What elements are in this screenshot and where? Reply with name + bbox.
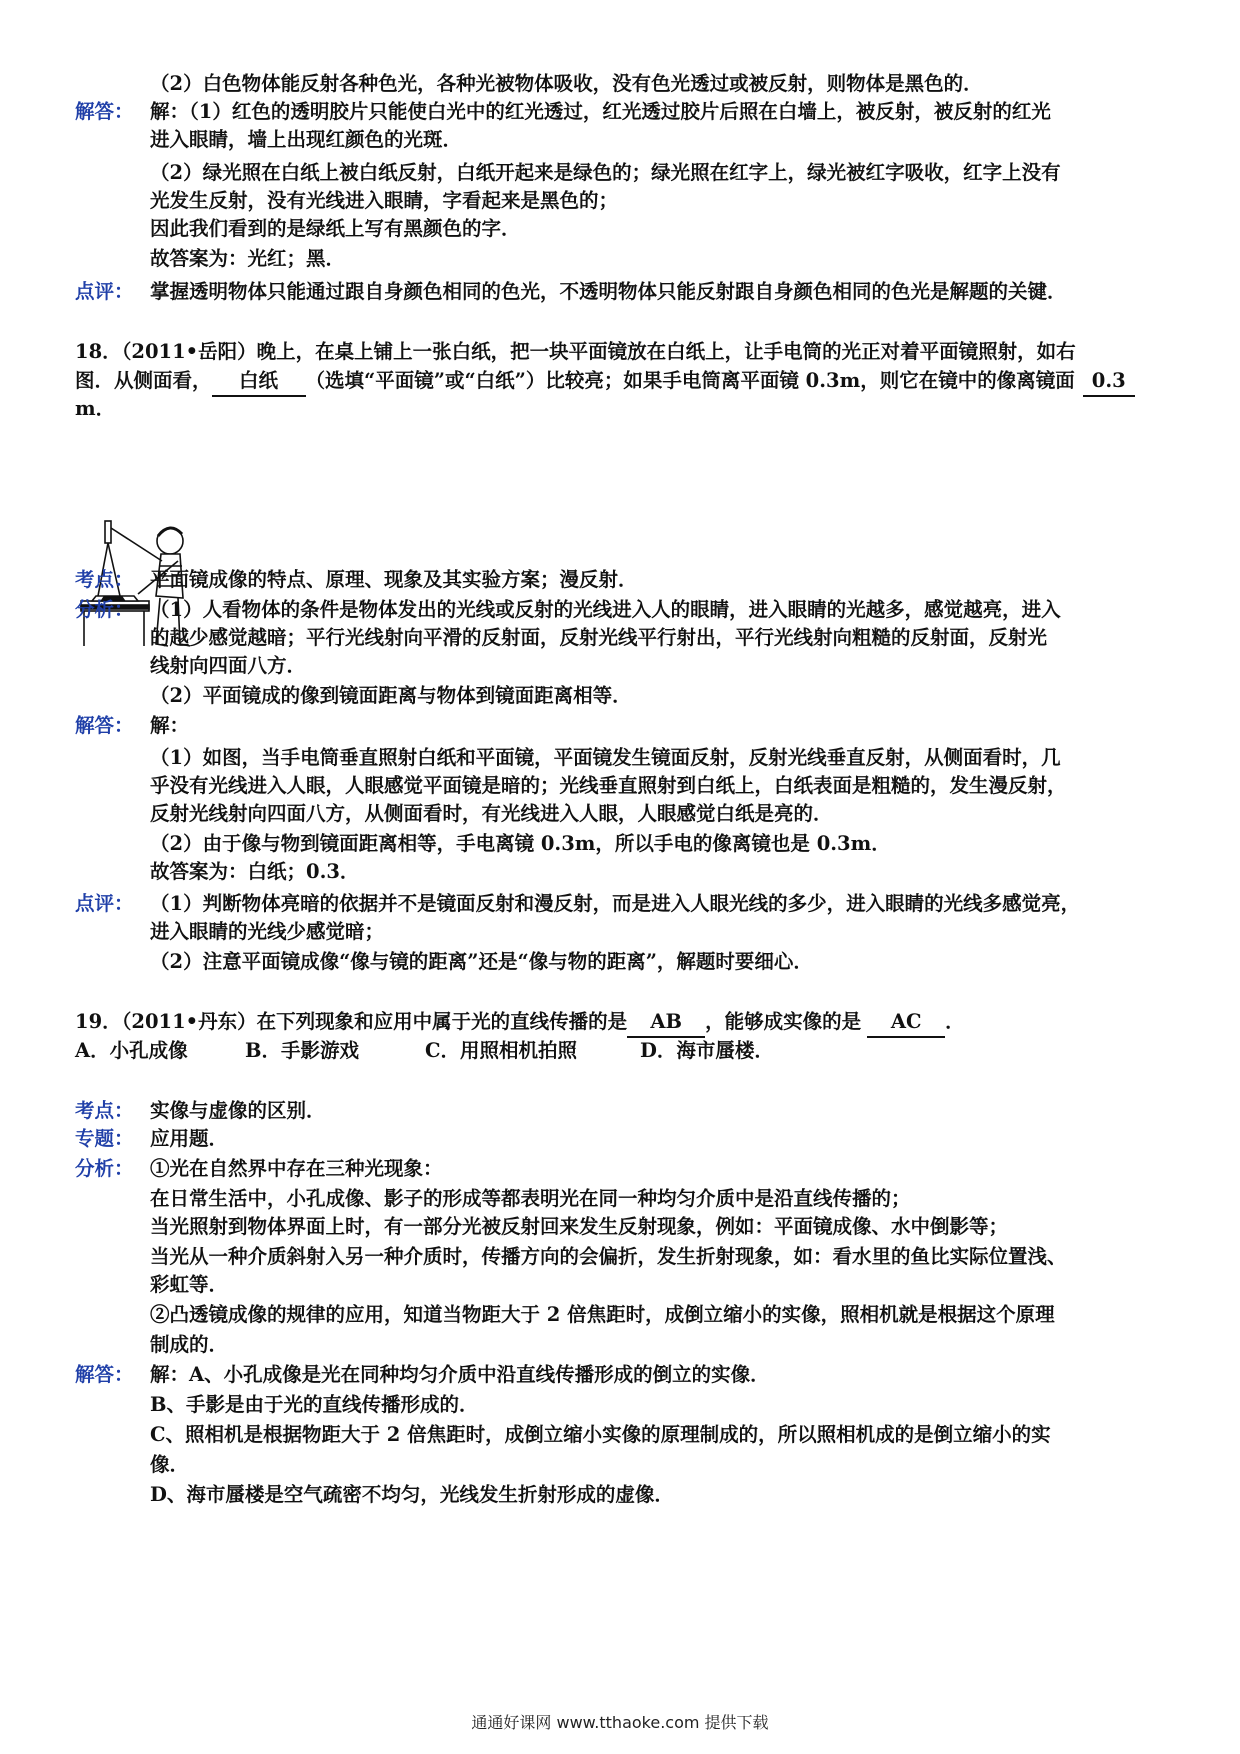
text-line: 当光照射到物体界面上时，有一部分光被反射回来发生反射现象，例如：平面镜成像、水中倒影等； <box>150 1215 1009 1238</box>
question-18-stem: m． <box>75 397 116 420</box>
text-line: （1）人看物体的条件是物体发出的光线或反射的光线进入人的眼睛，进入眼睛的光越多，感觉越亮，进入 <box>150 598 1061 621</box>
text-line: 光发生反射，没有光线进入眼睛，字看起来是黑色的； <box>150 189 619 212</box>
text-line: （2）注意平面镜成像“像与镜的距离”还是“像与物的距离”，解题时要细心． <box>150 950 813 973</box>
answer-blank: AB <box>627 1008 705 1038</box>
text-line: 掌握透明物体只能通过跟自身颜色相同的色光，不透明物体只能反射跟自身颜色相同的色光是解题的关键． <box>150 280 1067 303</box>
text-line: 故答案为：白纸；0.3． <box>150 860 360 883</box>
fenxi-tag: 分析： <box>75 598 134 621</box>
text-line: 实像与虚像的区别． <box>150 1099 326 1122</box>
option-d: D．海市蜃楼． <box>640 1039 774 1062</box>
comment-tag: 点评： <box>75 280 134 303</box>
text-line: （1）判断物体亮暗的依据并不是镜面反射和漫反射，而是进入人眼光线的多少，进入眼睛的光线多感觉亮， <box>150 892 1081 915</box>
text-line: ②凸透镜成像的规律的应用，知道当物距大于 2 倍焦距时，成倒立缩小的实像，照相机就是根据这个原理 <box>150 1303 1055 1326</box>
question-18-stem: 18．（2011•岳阳）晚上，在桌上铺上一张白纸，把一块平面镜放在白纸上，让手电筒的光正对着平面镜照射，如右 <box>75 340 1076 363</box>
text-line: （1）如图，当手电筒垂直照射白纸和平面镜，平面镜发生镜面反射，反射光线垂直反射，从侧面看时，几 <box>150 746 1061 769</box>
text-line: 平面镜成像的特点、原理、现象及其实验方案；漫反射． <box>150 568 638 591</box>
answer-blank: 白纸 <box>212 367 306 397</box>
dianping-tag: 点评： <box>75 892 134 915</box>
text-line: 在日常生活中，小孔成像、影子的形成等都表明光在同一种均匀介质中是沿直线传播的； <box>150 1187 911 1210</box>
jieda-tag: 解答： <box>75 1363 134 1386</box>
text-line: 进入眼睛的光线少感觉暗； <box>150 920 385 943</box>
text-line: 故答案为：光红；黑． <box>150 247 346 270</box>
page-footer: 通通好课网 www.tthaoke.com 提供下载 <box>471 1713 769 1732</box>
text-line: D、海市蜃楼是空气疏密不均匀，光线发生折射形成的虚像． <box>150 1483 674 1506</box>
text-line: 应用题． <box>150 1127 229 1150</box>
text-line: 反射光线射向四面八方，从侧面看时，有光线进入人眼，人眼感觉白纸是亮的． <box>150 802 833 825</box>
text-line: 解：（1）红色的透明胶片只能使白光中的红光透过，红光透过胶片后照在白墙上，被反射，被反射的红光 <box>150 100 1051 123</box>
answer-tag: 解答： <box>75 100 134 123</box>
question-18-stem <box>75 367 1135 397</box>
text-line: 的越少感觉越暗；平行光线射向平滑的反射面，反射光线平行射出，平行光线射向粗糙的反射面，反射光 <box>150 626 1048 649</box>
fenxi-tag: 分析： <box>75 1157 134 1180</box>
text-line: C、照相机是根据物距大于 2 倍焦距时，成倒立缩小实像的原理制成的，所以照相机成的是倒立缩小的实 <box>150 1423 1051 1446</box>
text-line: （2）绿光照在白纸上被白纸反射，白纸开起来是绿色的；绿光照在红字上，绿光被红字吸收，红字上没有 <box>150 161 1061 184</box>
text-line: 彩虹等． <box>150 1273 229 1296</box>
option-c: C．用照相机拍照 <box>425 1039 578 1062</box>
jieda-tag: 解答： <box>75 714 134 737</box>
stem-text: （选填“平面镜”或“白纸”）比较亮；如果手电筒离平面镜 0.3m，则它在镜中的像离镜面 <box>305 369 1075 392</box>
text-line: 线射向四面八方． <box>150 654 307 677</box>
zhuanti-tag: 专题： <box>75 1127 134 1150</box>
stem-text: ． <box>945 1010 965 1033</box>
option-a: A．小孔成像 <box>75 1039 188 1062</box>
kaodian-tag: 考点： <box>75 1099 134 1122</box>
text-line: 像． <box>150 1453 190 1476</box>
text-line: （2）平面镜成的像到镜面距离与物体到镜面距离相等． <box>150 684 632 707</box>
answer-blank: AC <box>867 1008 945 1038</box>
text-line: 解：A、小孔成像是光在同种均匀介质中沿直线传播形成的倒立的实像． <box>150 1363 770 1386</box>
text-line: （2）白色物体能反射各种色光，各种光被物体吸收，没有色光透过或被反射，则物体是黑色的． <box>150 72 983 95</box>
text-line: B、手影是由于光的直线传播形成的． <box>150 1393 479 1416</box>
text-line: 乎没有光线进入人眼，人眼感觉平面镜是暗的；光线垂直照射到白纸上，白纸表面是粗糙的，发生漫反射， <box>150 774 1067 797</box>
text-line: 制成的． <box>150 1333 229 1356</box>
text-line: 因此我们看到的是绿纸上写有黑颜色的字． <box>150 217 521 240</box>
text-line: ①光在自然界中存在三种光现象： <box>150 1157 443 1180</box>
kaodian-tag: 考点： <box>75 568 134 591</box>
stem-text: 19．（2011•丹东）在下列现象和应用中属于光的直线传播的是 <box>75 1010 628 1033</box>
text-line: （2）由于像与物到镜面距离相等，手电离镜 0.3m，所以手电的像离镜也是 0.3m． <box>150 832 891 855</box>
option-b: B．手影游戏 <box>245 1039 359 1062</box>
text-line: 解： <box>150 714 190 737</box>
question-19-stem <box>75 1008 965 1038</box>
text-line: 进入眼睛，墙上出现红颜色的光斑． <box>150 128 463 151</box>
stem-text: ，能够成实像的是 <box>705 1010 862 1033</box>
answer-blank: 0.3 <box>1083 367 1135 397</box>
stem-text: 图．从侧面看， <box>75 369 212 392</box>
text-line: 当光从一种介质斜射入另一种介质时，传播方向的会偏折，发生折射现象，如：看水里的鱼比实际位置浅、 <box>150 1245 1067 1268</box>
